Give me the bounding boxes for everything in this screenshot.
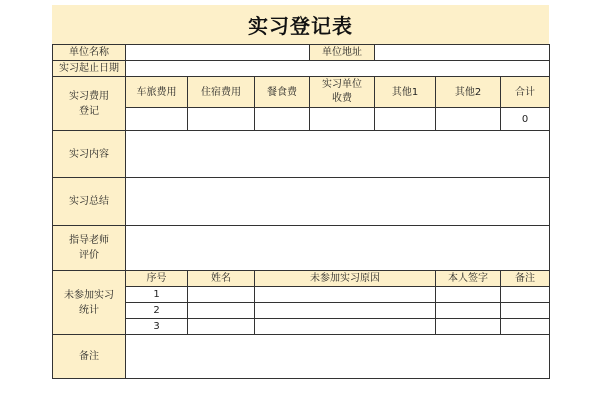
expense-header-other1: 其他1 xyxy=(375,77,436,108)
summary-field[interactable] xyxy=(126,178,550,226)
remarks-field[interactable] xyxy=(126,335,550,379)
dates-row xyxy=(53,61,550,77)
absent-row-name[interactable] xyxy=(188,319,255,335)
expense-other1-field[interactable] xyxy=(375,108,436,131)
title-band xyxy=(52,5,549,44)
expense-header-total: 合计 xyxy=(501,77,550,108)
remarks-label: 备注 xyxy=(53,335,126,379)
unit-address-label: 单位地址 xyxy=(310,45,375,61)
absent-row-remark[interactable] xyxy=(501,319,550,335)
absent-row-reason[interactable] xyxy=(255,287,436,303)
unit-name-label: 单位名称 xyxy=(53,45,126,61)
absent-header-name: 姓名 xyxy=(188,271,255,287)
absent-row-signature[interactable] xyxy=(436,287,501,303)
absent-header-no: 序号 xyxy=(126,271,188,287)
teacher-row xyxy=(53,226,550,271)
teacher-label xyxy=(53,226,126,271)
absent-row-name[interactable] xyxy=(188,287,255,303)
registration-form xyxy=(52,5,549,395)
expense-label-line1: 实习费用 xyxy=(69,90,109,102)
summary-row xyxy=(53,178,550,226)
absent-label-line1: 未参加实习 xyxy=(64,289,114,301)
page-title: 实习登记表 xyxy=(248,14,353,38)
expense-meals-field[interactable] xyxy=(255,108,310,131)
absent-row-no: 1 xyxy=(126,287,188,303)
absent-row-remark[interactable] xyxy=(501,287,550,303)
dates-field[interactable] xyxy=(126,61,550,77)
absent-header-remark: 备注 xyxy=(501,271,550,287)
unit-name-field[interactable] xyxy=(126,45,310,61)
expense-lodging-field[interactable] xyxy=(188,108,255,131)
teacher-label-line2: 评价 xyxy=(79,250,99,261)
expense-total-value: 0 xyxy=(501,108,550,131)
remarks-row xyxy=(53,335,550,379)
unit-row xyxy=(53,45,550,61)
content-field[interactable] xyxy=(126,131,550,178)
absent-header-reason: 未参加实习原因 xyxy=(255,271,436,287)
expense-unit-fee-field[interactable] xyxy=(310,108,375,131)
content-row xyxy=(53,131,550,178)
expense-other2-field[interactable] xyxy=(436,108,501,131)
expense-label xyxy=(53,77,126,131)
unit-address-field[interactable] xyxy=(375,45,550,61)
expense-header-meals: 餐食费 xyxy=(255,77,310,108)
expense-header-row xyxy=(53,77,550,108)
absent-header-signature: 本人签字 xyxy=(436,271,501,287)
absent-row-signature[interactable] xyxy=(436,303,501,319)
absent-row-reason[interactable] xyxy=(255,303,436,319)
absent-row-remark[interactable] xyxy=(501,303,550,319)
absent-row xyxy=(53,287,550,303)
absent-header-row xyxy=(53,271,550,287)
absent-label-line2: 统计 xyxy=(79,304,99,316)
absent-row-no: 2 xyxy=(126,303,188,319)
absent-row xyxy=(53,303,550,319)
expense-header-travel: 车旅费用 xyxy=(126,77,188,108)
expense-header-unit-fee: 实习单位收费 xyxy=(310,77,375,108)
absent-row xyxy=(53,319,550,335)
absent-row-signature[interactable] xyxy=(436,319,501,335)
absent-row-reason[interactable] xyxy=(255,319,436,335)
teacher-label-line1: 指导老师 xyxy=(69,235,109,246)
form-table xyxy=(52,44,550,379)
summary-label: 实习总结 xyxy=(53,178,126,226)
content-label: 实习内容 xyxy=(53,131,126,178)
expense-header-lodging: 住宿费用 xyxy=(188,77,255,108)
absent-row-no: 3 xyxy=(126,319,188,335)
expense-header-other2: 其他2 xyxy=(436,77,501,108)
absent-row-name[interactable] xyxy=(188,303,255,319)
expense-value-row xyxy=(53,108,550,131)
teacher-field[interactable] xyxy=(126,226,550,271)
dates-label: 实习起止日期 xyxy=(53,61,126,77)
expense-travel-field[interactable] xyxy=(126,108,188,131)
absent-label xyxy=(53,271,126,335)
expense-label-line2: 登记 xyxy=(79,105,99,117)
